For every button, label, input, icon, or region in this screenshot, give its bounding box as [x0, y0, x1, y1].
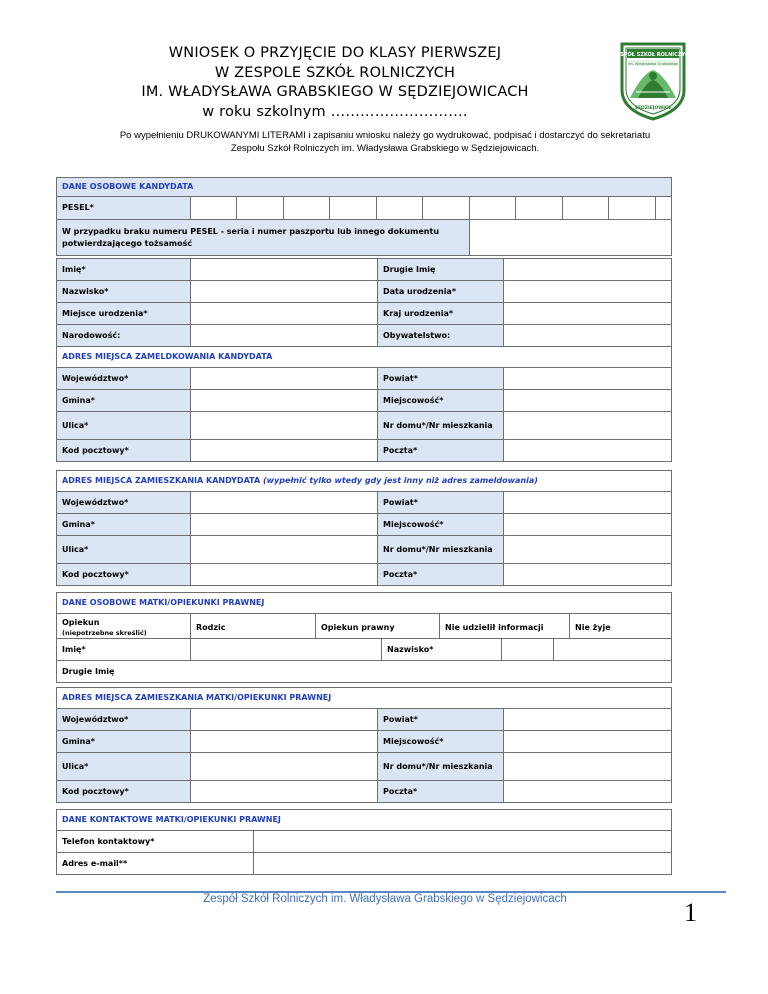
instruction-line-2: Zespołu Szkół Rolniczych im. Władysława Grabskiego w Sędziejowicach.	[230, 143, 540, 154]
page-number: 1	[684, 898, 697, 927]
email-field[interactable]	[254, 853, 672, 875]
res-locality-field[interactable]	[504, 514, 672, 536]
candidate-personal-data-table	[56, 177, 672, 256]
birth-place-label: Miejsce urodzenia*	[57, 303, 191, 325]
mother-first-name-field[interactable]	[191, 639, 382, 661]
mad-commune-label: Gmina*	[57, 731, 191, 753]
residence-address-table	[56, 470, 672, 586]
logo-text-mid: im. Władysława Grabskiego	[628, 62, 678, 66]
birth-date-label: Data urodzenia*	[378, 281, 504, 303]
guardian-label: Opiekun	[62, 618, 100, 627]
second-name-field[interactable]	[504, 259, 672, 281]
mad-locality-field[interactable]	[504, 731, 672, 753]
section-title-personal: DANE OSOBOWE KANDYDATA	[57, 178, 672, 197]
mad-locality-label: Miejscowość*	[378, 731, 504, 753]
reg-county-field[interactable]	[504, 368, 672, 390]
mother-surname-extra[interactable]	[554, 639, 672, 661]
reg-commune-field[interactable]	[191, 390, 378, 412]
pesel-digit-2[interactable]	[237, 197, 284, 220]
mad-street-label: Ulica*	[57, 753, 191, 781]
reg-house-no-field[interactable]	[504, 412, 672, 440]
reg-postal-code-field[interactable]	[191, 440, 378, 462]
res-postal-code-label: Kod pocztowy*	[57, 564, 191, 586]
title-line-2: W ZESPOLE SZKÓŁ ROLNICZYCH	[214, 64, 456, 81]
reg-voivodeship-field[interactable]	[191, 368, 378, 390]
guardian-option-parent[interactable]: Rodzic	[191, 614, 316, 642]
email-label: Adres e-mail**	[57, 853, 254, 875]
passport-label: W przypadku braku numeru PESEL - seria i numer paszportu lub innego dokumentu potwierdzającego tożsamość	[57, 220, 470, 256]
phone-label: Telefon kontaktowy*	[57, 831, 254, 853]
footer-school-name: Zespół Szkół Rolniczych im. Władysława Grabskiego w Sędziejowicach	[203, 893, 567, 905]
res-locality-label: Miejscowość*	[378, 514, 504, 536]
pesel-digit-10[interactable]	[609, 197, 656, 220]
mother-names-table	[56, 638, 672, 683]
mad-post-office-label: Poczta*	[378, 781, 504, 803]
strike-note: (niepotrzebne skreślić)	[62, 629, 147, 637]
school-logo	[612, 40, 694, 122]
surname-label: Nazwisko*	[57, 281, 191, 303]
mad-voivodeship-label: Województwo*	[57, 709, 191, 731]
mad-postal-code-field[interactable]	[191, 781, 378, 803]
first-name-label: Imię*	[57, 259, 191, 281]
res-county-label: Powiat*	[378, 492, 504, 514]
mad-county-label: Powiat*	[378, 709, 504, 731]
title-line-1: WNIOSEK O PRZYJĘCIE DO KLASY PIERWSZEJ	[168, 45, 502, 61]
form-title	[100, 44, 570, 122]
citizenship-label: Obywatelstwo:	[378, 325, 504, 347]
second-name-label: Drugie Imię	[378, 259, 504, 281]
pesel-label: PESEL*	[57, 197, 191, 220]
birth-place-field[interactable]	[191, 303, 378, 325]
res-house-no-field[interactable]	[504, 536, 672, 564]
guardian-option-legal[interactable]: Opiekun prawny	[316, 614, 440, 642]
mad-post-office-field[interactable]	[504, 781, 672, 803]
mother-surname-label: Nazwisko*	[382, 639, 502, 661]
guardian-option-deceased[interactable]: Nie żyje	[570, 614, 672, 642]
mad-postal-code-label: Kod pocztowy*	[57, 781, 191, 803]
birth-country-field[interactable]	[504, 303, 672, 325]
pesel-digit-1[interactable]	[191, 197, 237, 220]
mad-house-no-field[interactable]	[504, 753, 672, 781]
pesel-digit-7[interactable]	[470, 197, 516, 220]
res-commune-label: Gmina*	[57, 514, 191, 536]
res-voivodeship-field[interactable]	[191, 492, 378, 514]
surname-field[interactable]	[191, 281, 378, 303]
section-title-residence-address	[57, 471, 672, 492]
reg-voivodeship-label: Województwo*	[57, 368, 191, 390]
reg-street-label: Ulica*	[57, 412, 191, 440]
res-post-office-field[interactable]	[504, 564, 672, 586]
res-street-label: Ulica*	[57, 536, 191, 564]
registered-address-table	[56, 346, 672, 462]
section-title-registered-address: ADRES MIEJSCA ZAMELDKOWANIA KANDYDATA	[57, 347, 672, 368]
reg-post-office-label: Poczta*	[378, 440, 504, 462]
reg-street-field[interactable]	[191, 412, 378, 440]
mad-county-field[interactable]	[504, 709, 672, 731]
section-title-mother-contact: DANE KONTAKTOWE MATKI/OPIEKUNKI PRAWNEJ	[57, 810, 672, 831]
mother-first-name-label: Imię*	[57, 639, 191, 661]
pesel-digit-3[interactable]	[284, 197, 330, 220]
title-line-3: IM. WŁADYSŁAWA GRABSKIEGO W SĘDZIEJOWICACH	[141, 84, 529, 100]
residence-title-text: ADRES MIEJSCA ZAMIESZKANIA KANDYDATA	[62, 476, 261, 485]
res-street-field[interactable]	[191, 536, 378, 564]
birth-date-field[interactable]	[504, 281, 672, 303]
res-commune-field[interactable]	[191, 514, 378, 536]
res-voivodeship-label: Województwo*	[57, 492, 191, 514]
mad-voivodeship-field[interactable]	[191, 709, 378, 731]
first-name-field[interactable]	[191, 259, 378, 281]
birth-country-label: Kraj urodzenia*	[378, 303, 504, 325]
reg-house-no-label: Nr domu*/Nr mieszkania	[378, 412, 504, 440]
reg-locality-label: Miejscowość*	[378, 390, 504, 412]
mother-address-table	[56, 687, 672, 803]
mother-surname-field[interactable]	[502, 639, 554, 661]
reg-post-office-field[interactable]	[504, 440, 672, 462]
reg-locality-field[interactable]	[504, 390, 672, 412]
mother-contact-table	[56, 809, 672, 875]
instruction-line-1: Po wypełnieniu DRUKOWANYMI LITERAMI i zapisaniu wniosku należy go wydrukować, podpisać i dostarczyć do sekretariatu	[119, 130, 651, 141]
reg-county-label: Powiat*	[378, 368, 504, 390]
section-title-mother: DANE OSOBOWE MATKI/OPIEKUNKI PRAWNEJ	[57, 593, 672, 614]
mother-second-name-label: Drugie Imię	[57, 661, 672, 683]
pesel-digit-5[interactable]	[377, 197, 423, 220]
logo-text-top: ZESPÓŁ SZKÓŁ ROLNICZYCH	[613, 52, 693, 58]
guardian-option-no-info[interactable]: Nie udzielił informacji	[440, 614, 570, 642]
reg-postal-code-label: Kod pocztowy*	[57, 440, 191, 462]
pesel-digit-8[interactable]	[516, 197, 563, 220]
residence-title-note: (wypełnić tylko wtedy gdy jest inny niż adres zameldowania)	[262, 476, 538, 485]
instructions	[60, 129, 710, 155]
pesel-digit-6[interactable]	[423, 197, 470, 220]
res-post-office-label: Poczta*	[378, 564, 504, 586]
res-postal-code-field[interactable]	[191, 564, 378, 586]
nationality-field[interactable]	[191, 325, 378, 347]
mad-house-no-label: Nr domu*/Nr mieszkania	[378, 753, 504, 781]
res-house-no-label: Nr domu*/Nr mieszkania	[378, 536, 504, 564]
citizenship-field[interactable]	[504, 325, 672, 347]
mad-street-field[interactable]	[191, 753, 378, 781]
title-line-4: w roku szkolnym ……………………….	[202, 103, 468, 120]
nationality-label: Narodowość:	[57, 325, 191, 347]
pesel-digit-4[interactable]	[330, 197, 377, 220]
logo-text-bottom: SĘDZIEJOWICE	[634, 106, 672, 111]
res-county-field[interactable]	[504, 492, 672, 514]
section-title-mother-address: ADRES MIEJSCA ZAMIESZKANIA MATKI/OPIEKUNKI PRAWNEJ	[57, 688, 672, 709]
mad-commune-field[interactable]	[191, 731, 378, 753]
pesel-digit-9[interactable]	[563, 197, 609, 220]
phone-field[interactable]	[254, 831, 672, 853]
reg-commune-label: Gmina*	[57, 390, 191, 412]
passport-field[interactable]	[470, 220, 672, 256]
candidate-names-table	[56, 258, 672, 347]
mother-personal-data-table	[56, 592, 672, 642]
pesel-digit-11[interactable]	[656, 197, 672, 220]
